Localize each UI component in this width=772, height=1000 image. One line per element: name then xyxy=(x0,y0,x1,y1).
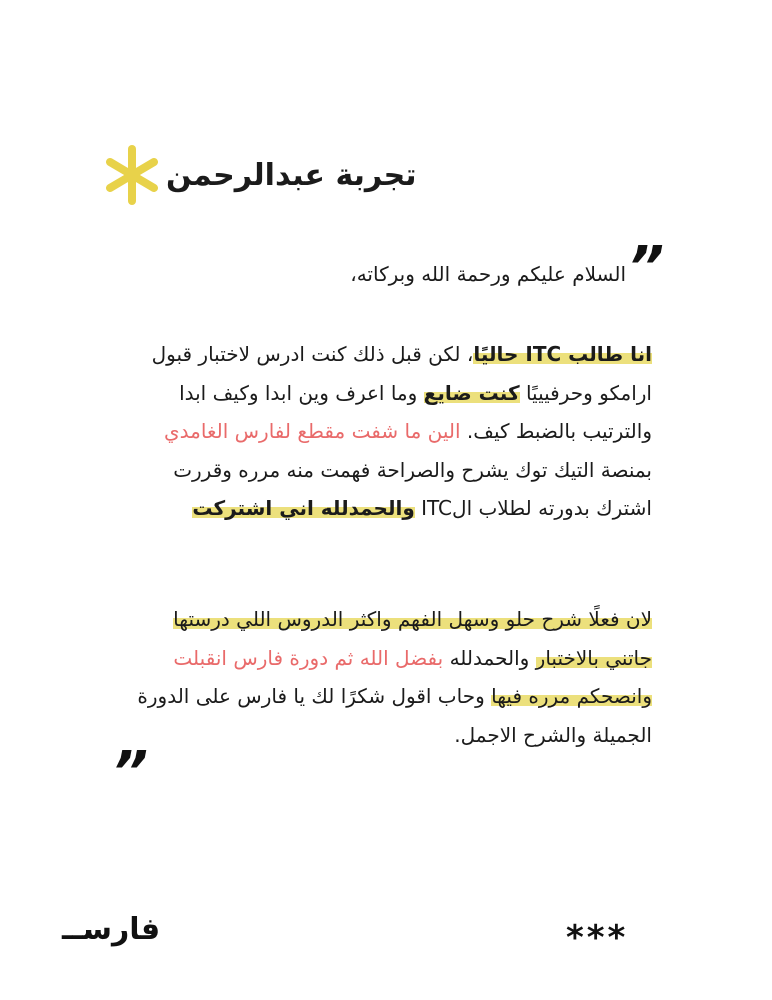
paragraph-text: وحاب اقول شكرًا لك يا فارس على الدورة الجميلة والشرح الاجمل. xyxy=(137,684,652,747)
highlight-recommend: وانصحكم مرره فيها xyxy=(491,684,652,708)
stars-decoration: *** xyxy=(566,918,629,958)
page-title: تجربة عبدالرحمن xyxy=(166,157,417,193)
highlight-glad-joined: والحمدلله اني اشتركت xyxy=(192,496,415,520)
title-row xyxy=(104,140,664,210)
asterisk-star-icon xyxy=(104,143,160,207)
highlight-good-explanation: لان فعلًا شرح حلو وسهل الفهم واكثر الدروس اللي درستها جاتني بالاختبار xyxy=(173,607,652,670)
emphasis-accepted: بفضل الله ثم دورة فارس انقبلت xyxy=(173,645,444,670)
emphasis-saw-video: الين ما شفت مقطع لفارس الغامدي xyxy=(164,419,461,443)
highlight-current-student: انا طالب ITC حاليًا xyxy=(473,342,652,366)
testimonial-paragraph-2 xyxy=(132,600,652,754)
paragraph-text: والحمدلله xyxy=(443,645,536,670)
testimonial-paragraph-1 xyxy=(132,335,652,528)
close-quote-mark: ” xyxy=(112,740,149,805)
paragraph-text: ، لكن قبل ذلك كنت ادرس لاختبار قبول ارامكو وحرفيييًا xyxy=(151,342,652,405)
paragraph-text: بمنصة التيك توك يشرح والصراحة فهمت منه مرره وقررت اشترك بدورته لطلاب الITC xyxy=(173,457,652,520)
brand-logo-text: فارســ xyxy=(62,912,161,947)
highlight-was-lost: كنت ضايع xyxy=(423,380,520,405)
paragraph-text: وما اعرف وين ابدا وكيف ابدا والترتيب بالضبط كيف. xyxy=(179,380,652,443)
open-quote-mark: ” xyxy=(628,235,665,300)
greeting-text: السلام عليكم ورحمة الله وبركاته، xyxy=(350,262,626,286)
